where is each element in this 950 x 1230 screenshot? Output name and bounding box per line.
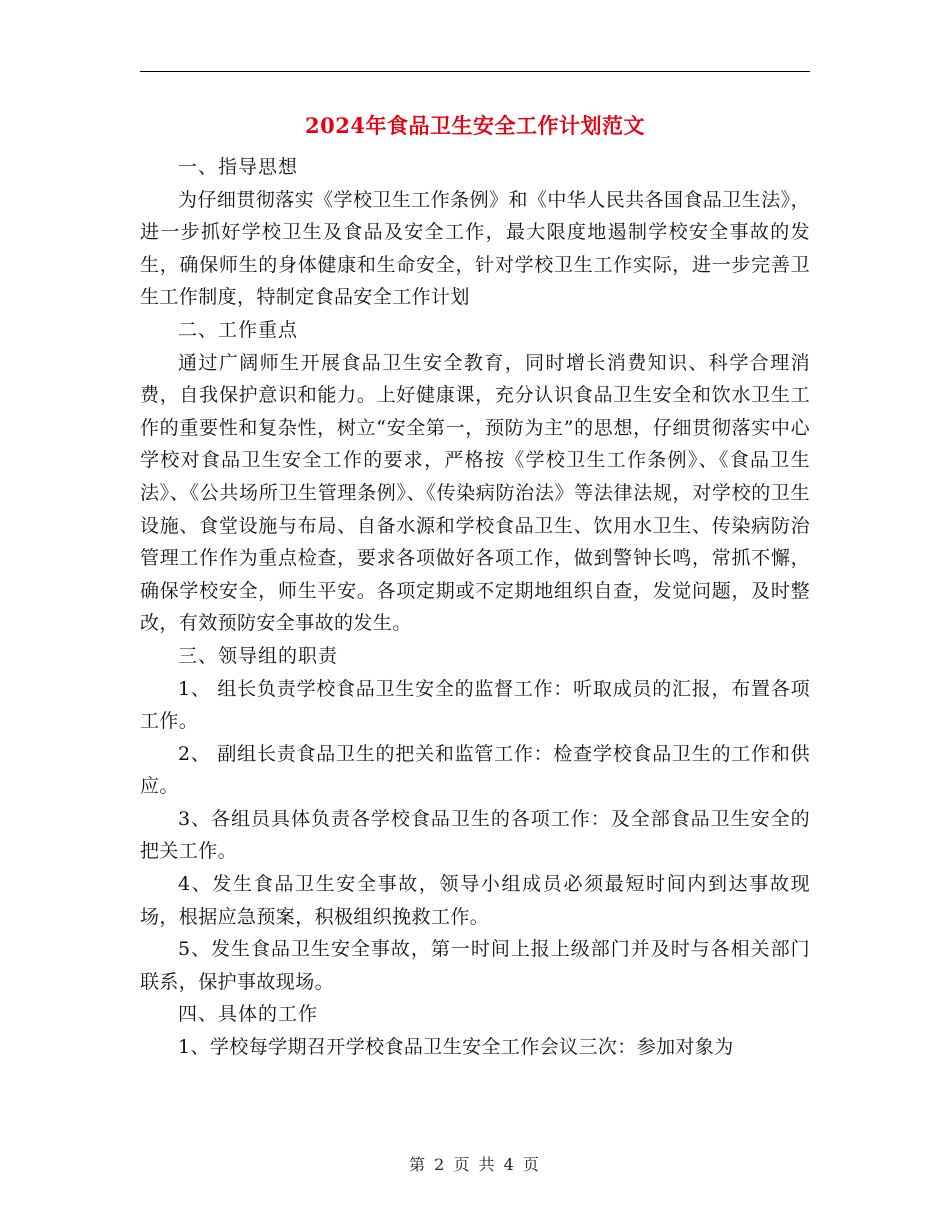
section-heading: 四、具体的工作 [178,1003,319,1026]
document-body [140,151,810,1064]
header-rule [140,71,810,72]
body-paragraph: 为仔细贯彻落实《学校卫生工作条例》和《中华人民共各国食品卫生法》，进一步抓好学校卫生及食品及安全工作，最大限度地遏制学校安全事故的发生，确保师生的身体健康和生命安全，针对学校卫生工作实际，进一步完善卫生工作制度，特制定食品安全工作计划 [140,188,810,309]
list-item: 4、发生食品卫生安全事故，领导小组成员必须最短时间内到达事故现场，根据应急预案，积极组织挽救工作。 [140,873,810,928]
section-heading: 一、指导思想 [178,156,299,178]
list-item: 1、学校每学期召开学校食品卫生安全工作会议三次：参加对象为 [178,1036,734,1059]
section-heading: 二、工作重点 [178,318,299,341]
page-number: 第 2 页 共 4 页 [409,1155,541,1174]
section-heading: 三、领导组的职责 [178,644,339,667]
list-item: 2、 副组长责食品卫生的把关和监管工作：检查学校食品卫生的工作和供应。 [140,742,810,798]
list-item: 3、各组员具体负责各学校食品卫生的各项工作：及全部食品卫生安全的把关工作。 [140,807,810,863]
list-item: 5、发生食品卫生安全事故，第一时间上报上级部门并及时与各相关部门联系，保护事故现场。 [140,938,810,993]
body-paragraph: 通过广阔师生开展食品卫生安全教育，同时增长消费知识、科学合理消费，自我保护意识和能力。上好健康课，充分认识食品卫生安全和饮水卫生工作的重要性和复杂性，树立“安全第一，预防为主”的思想，仔细贯彻落实中心学校对食品卫生安全工作的要求，严格按《学校卫生工作条例》、《食品卫生法》、《公共场所卫生管理条例》、《传染病防治法》等法律法规，对学校的卫生设施、食堂设施与布局、自备水源和学校食品卫生、饮用水卫生、传染病防治管理工作作为重点检查，要求各项做好各项工作，做到警钟长鸣，常抓不懈，确保学校安全，师生平安。各项定期或不定期地组织自查，发觉问题，及时整改，有效预防安全事故的发生。 [140,351,810,635]
list-item: 1、 组长负责学校食品卫生安全的监督工作：听取成员的汇报，布置各项工作。 [140,677,810,733]
document-title: 2024年食品卫生安全工作计划范文 [305,113,645,138]
